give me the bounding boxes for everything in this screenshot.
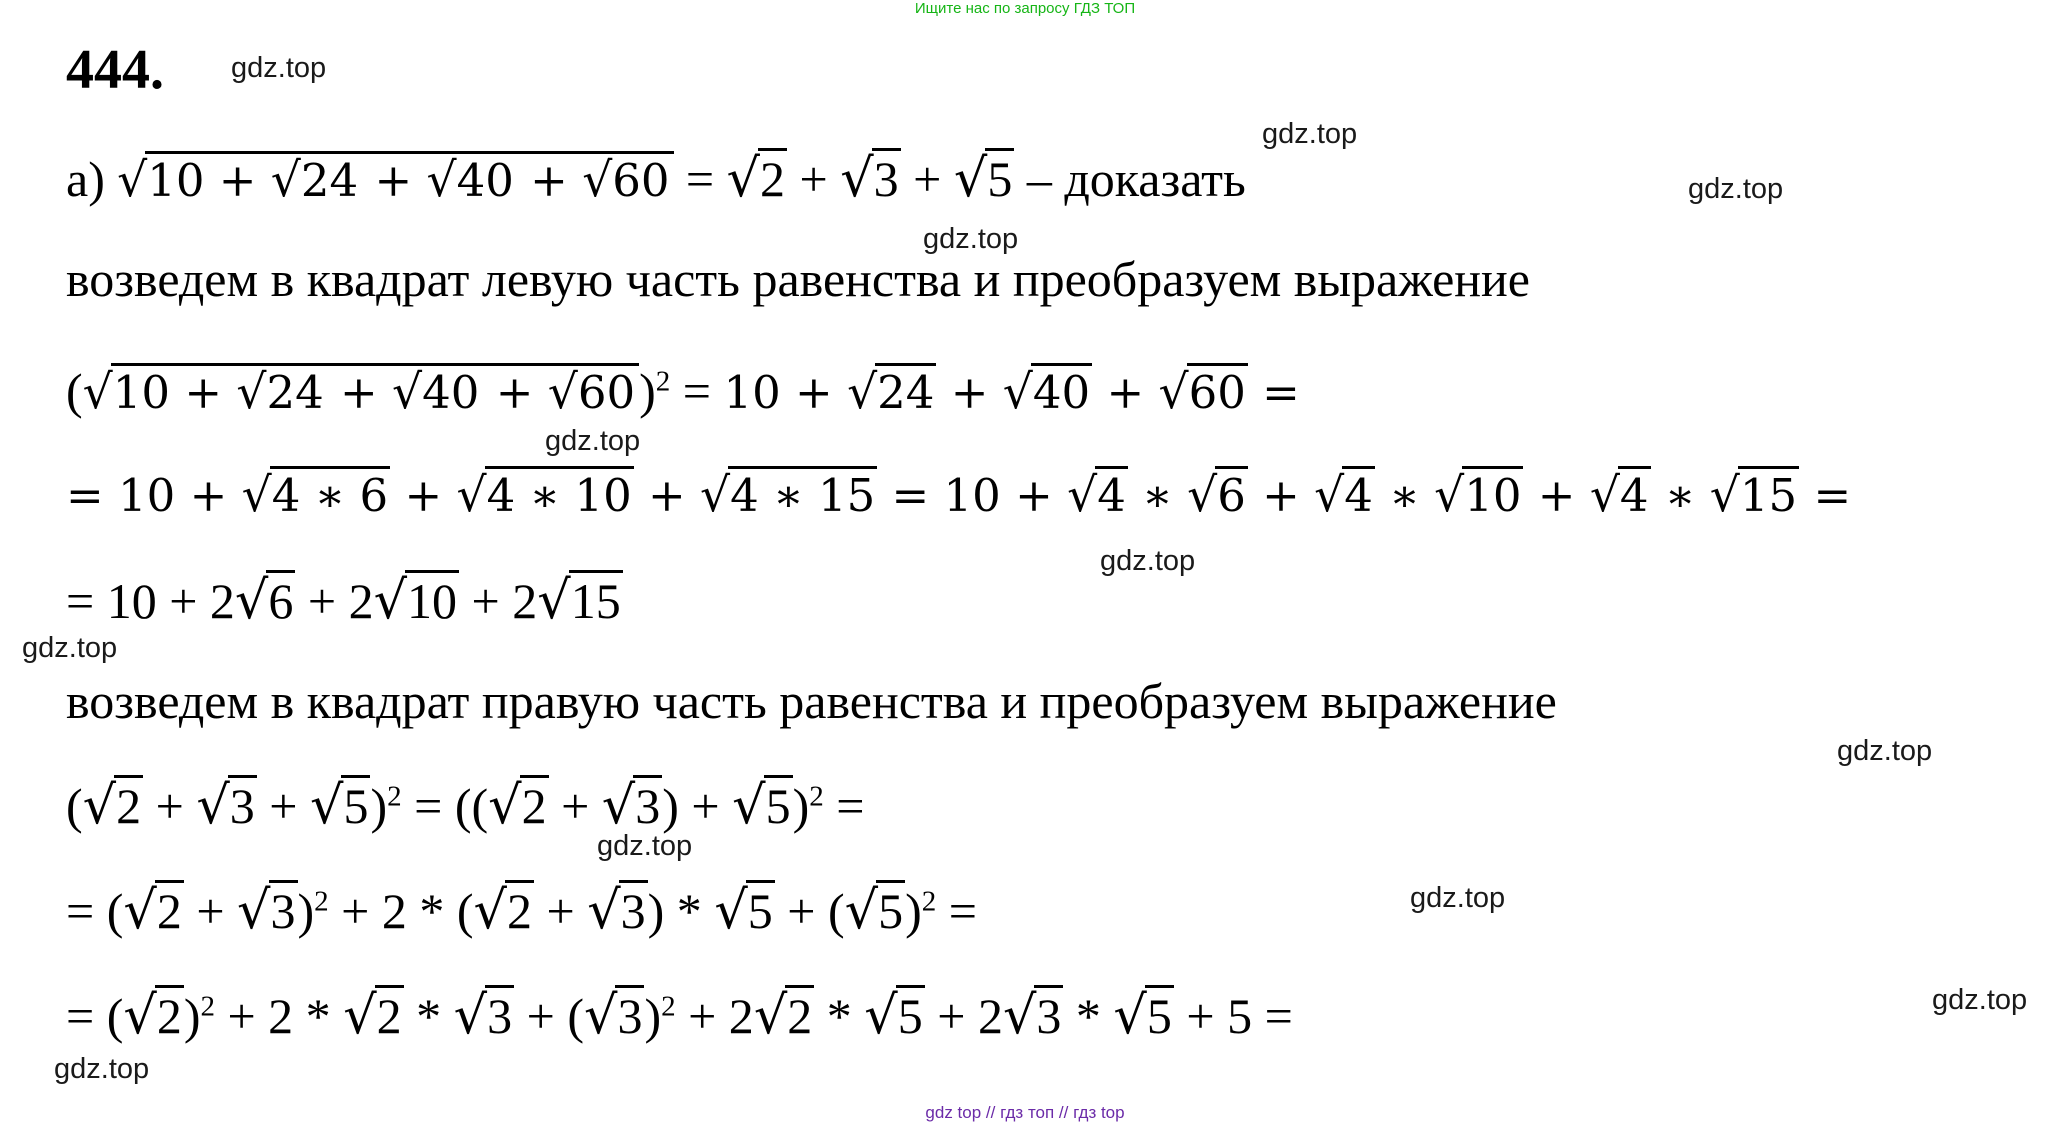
equation-line-7: $(√2 + √3 + √5)^2 = ((√2 + √3) + √5)^2$ =	[66, 775, 865, 836]
watermark: gdz.top	[1410, 882, 1506, 914]
equation-line-4: = 10 + √4 ∗ 6 + √4 ∗ 10 + √4 ∗ 15 = 10 + √4 ∗ √6 + √4 ∗ √10 + √4 ∗ √15 =	[66, 468, 1852, 523]
watermark: gdz.top	[22, 632, 118, 664]
equation-line-1: а) √10 + √24 + √40 + √60 = √2 + √3 + √5 – доказать	[66, 148, 1246, 209]
watermark: gdz.top	[923, 223, 1019, 255]
watermark: gdz.top	[54, 1053, 150, 1085]
watermark: gdz.top	[1688, 173, 1784, 205]
equation-line-5: = 10 + 2√6 + 2√10 + 2√15	[66, 570, 621, 631]
equation-line-9: = $(√2)^2 + 2 * √2 * √3 + (√3)^2 + 2√2 * √5 + 2√3 * √5 + 5$ =	[66, 985, 1293, 1046]
watermark: gdz.top	[1100, 545, 1196, 577]
watermark: gdz.top	[231, 52, 327, 84]
equation-line-3: $(√10 + √24 + √40 + √60)^2 = 10 + √24 + √40 + √60$ =	[66, 363, 1300, 420]
watermark: gdz.top	[1262, 118, 1358, 150]
text-line-right-square: возведем в квадрат правую часть равенства и преобразуем выражение	[66, 673, 1557, 729]
text-line-left-square: возведем в квадрат левую часть равенства и преобразуем выражение	[66, 251, 1530, 307]
problem-number: 444.	[66, 39, 164, 101]
watermark: gdz.top	[597, 830, 693, 862]
footer-links: gdz top // гдз топ // гдз top	[925, 1103, 1125, 1122]
watermark: gdz.top	[545, 425, 641, 457]
search-hint: Ищите нас по запросу ГДЗ ТОП	[914, 0, 1136, 17]
watermark: gdz.top	[1837, 735, 1933, 767]
watermark: gdz.top	[1932, 984, 2028, 1016]
equation-line-8: = $(√2 + √3)^2 + 2 * (√2 + √3) * √5 + (√5)^2$ =	[66, 880, 977, 941]
